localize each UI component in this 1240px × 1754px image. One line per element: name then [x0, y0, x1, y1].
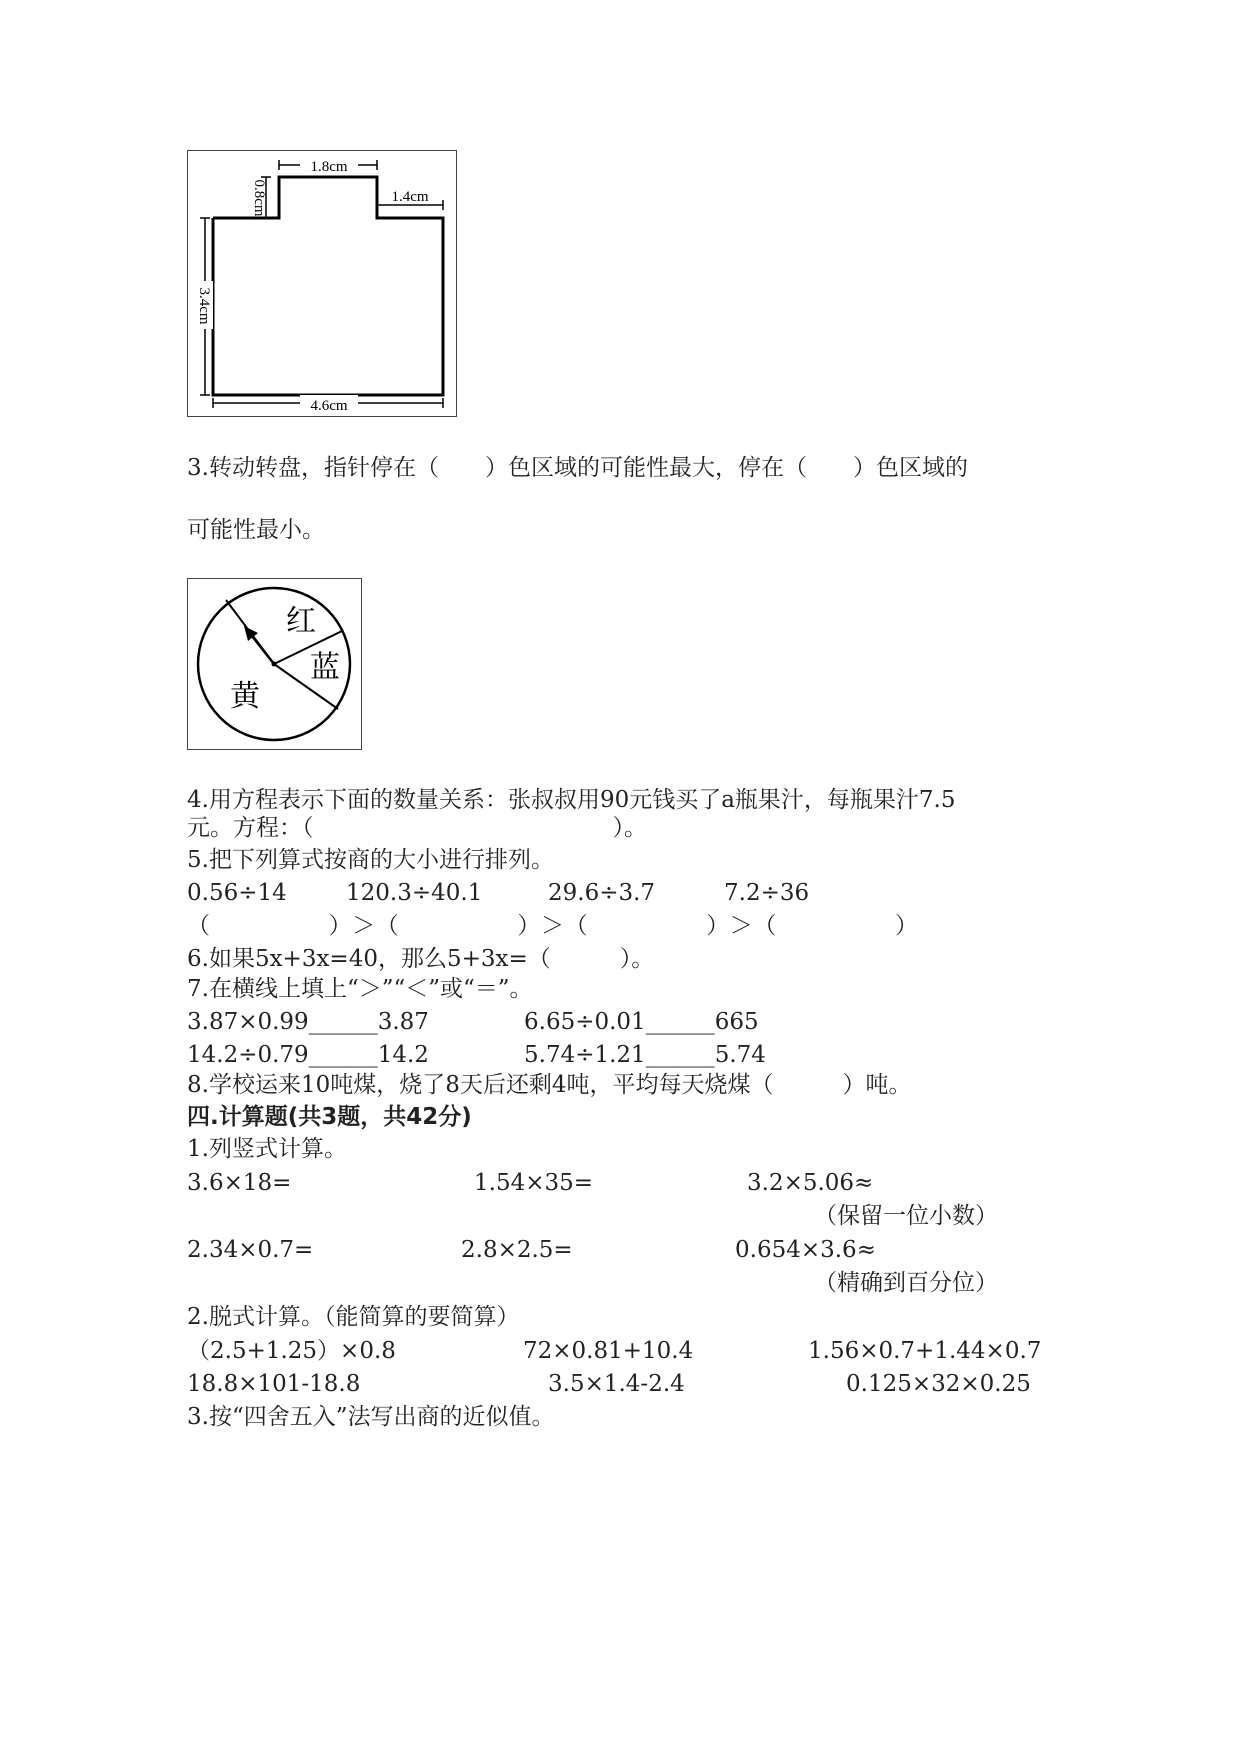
q4-line1: 4.用方程表示下面的数量关系：张叔叔用90元钱买了a瓶果汁，每瓶果汁7.5: [187, 787, 956, 813]
p1-item: 2.34×0.7=: [187, 1237, 314, 1263]
q5-title: 5.把下列算式按商的大小进行排列。: [187, 847, 554, 873]
spinner-figure: [187, 578, 362, 750]
label-height: 3.4cm: [196, 287, 212, 325]
label-bottom: 4.6cm: [310, 398, 348, 414]
label-blue: 蓝: [310, 650, 340, 685]
p3-title: 3.按“四舍五入”法写出商的近似值。: [187, 1404, 555, 1430]
label-notch: 0.8cm: [251, 179, 267, 217]
q5-item: 29.6÷3.7: [548, 880, 656, 906]
label-red: 红: [286, 604, 316, 639]
p1-item: 0.654×3.6≈: [735, 1237, 876, 1263]
section-heading: 四.计算题(共3题，共42分): [187, 1104, 472, 1130]
q3-line1: 3.转动转盘，指针停在（ ）色区域的可能性最大，停在（ ）色区域的: [187, 455, 968, 481]
label-right: 1.4cm: [391, 189, 429, 205]
p1-note: （精确到百分位）: [814, 1270, 998, 1296]
spinner-diagram: [188, 579, 361, 749]
q7-item: 3.87×0.99______3.87: [187, 1009, 429, 1035]
q7-item: 5.74÷1.21______5.74: [524, 1042, 766, 1068]
p2-item: 18.8×101-18.8: [187, 1371, 361, 1397]
q8-text: 8.学校运来10吨煤，烧了8天后还剩4吨，平均每天烧煤（ ）吨。: [187, 1072, 912, 1098]
q6-text: 6.如果5x+3x=40，那么5+3x=（ ）。: [187, 946, 655, 972]
p2-title: 2.脱式计算。（能简算的要简算）: [187, 1304, 520, 1330]
label-yellow: 黄: [230, 679, 260, 714]
q5-item: 120.3÷40.1: [346, 880, 483, 906]
p1-note: （保留一位小数）: [814, 1203, 998, 1229]
p1-title: 1.列竖式计算。: [187, 1136, 347, 1162]
q5-order: （ ）＞（ ）＞（ ）＞（ ）: [187, 913, 919, 939]
p1-item: 2.8×2.5=: [461, 1237, 573, 1263]
q5-item: 7.2÷36: [724, 880, 810, 906]
q7-title: 7.在横线上填上“＞”“＜”或“＝”。: [187, 976, 533, 1002]
p2-item: （2.5+1.25）×0.8: [187, 1338, 396, 1364]
p2-item: 1.56×0.7+1.44×0.7: [808, 1338, 1042, 1364]
p1-item: 3.2×5.06≈: [747, 1170, 874, 1196]
shape-diagram: [188, 151, 456, 416]
q7-item: 14.2÷0.79______14.2: [187, 1042, 429, 1068]
q5-item: 0.56÷14: [187, 880, 287, 906]
p1-item: 1.54×35=: [474, 1170, 594, 1196]
p2-item: 72×0.81+10.4: [523, 1338, 694, 1364]
label-top: 1.8cm: [310, 159, 348, 175]
shape-figure: [187, 150, 457, 417]
q4-line2: 元。方程：（ ）。: [187, 815, 647, 841]
p1-item: 3.6×18=: [187, 1170, 292, 1196]
p2-item: 0.125×32×0.25: [846, 1371, 1031, 1397]
p2-item: 3.5×1.4-2.4: [548, 1371, 685, 1397]
q3-line2: 可能性最小。: [187, 517, 325, 543]
q7-item: 6.65÷0.01______665: [524, 1009, 759, 1035]
